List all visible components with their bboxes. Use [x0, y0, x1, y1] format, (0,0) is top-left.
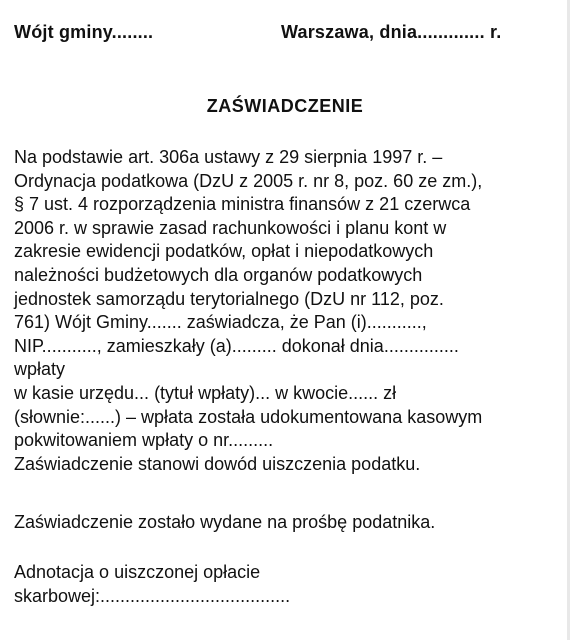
body-paragraph: [14, 146, 564, 476]
body-line: należności budżetowych dla organów podatkowych: [14, 264, 423, 285]
body-line: w kasie urzędu... (tytuł wpłaty)... w kwocie...... zł: [14, 382, 397, 403]
body-line: Na podstawie art. 306a ustawy z 29 sierpnia 1997 r. –: [14, 147, 443, 167]
annotation-line: skarbowej:......................................: [14, 585, 291, 606]
body-line: pokwitowaniem wpłaty o nr.........: [14, 430, 274, 451]
body-line: NIP..........., zamieszkały (a)......... dokonał dnia...............: [14, 335, 459, 356]
header-mayor-label: Wójt gminy........: [14, 22, 154, 42]
body-line: jednostek samorządu terytorialnego (DzU nr 112, poz.: [14, 288, 444, 309]
body-line: Zaświadczenie stanowi dowód uiszczenia podatku.: [14, 453, 421, 474]
issued-note: Zaświadczenie zostało wydane na prośbę podatnika.: [14, 512, 436, 532]
header-place-date: Warszawa, dnia............. r.: [281, 22, 502, 42]
body-line: § 7 ust. 4 rozporządzenia ministra finansów z 21 czerwca: [14, 194, 471, 215]
annotation-paragraph: [14, 561, 564, 608]
body-line: 761) Wójt Gminy....... zaświadcza, że Pan (i)...........,: [14, 312, 427, 333]
document-title: ZAŚWIADCZENIE: [206, 96, 364, 116]
body-line: 2006 r. w sprawie zasad rachunkowości i planu kont w: [14, 217, 447, 238]
issued-note-paragraph: [14, 511, 564, 535]
body-line: (słownie:......) – wpłata została udokumentowana kasowym: [14, 406, 483, 427]
body-line: zakresie ewidencji podatków, opłat i niepodatkowych: [14, 241, 434, 262]
body-line: wpłaty: [14, 359, 66, 380]
annotation-line: Adnotacja o uiszczonej opłacie: [14, 562, 261, 582]
body-line: Ordynacja podatkowa (DzU z 2005 r. nr 8, poz. 60 ze zm.),: [14, 170, 483, 191]
